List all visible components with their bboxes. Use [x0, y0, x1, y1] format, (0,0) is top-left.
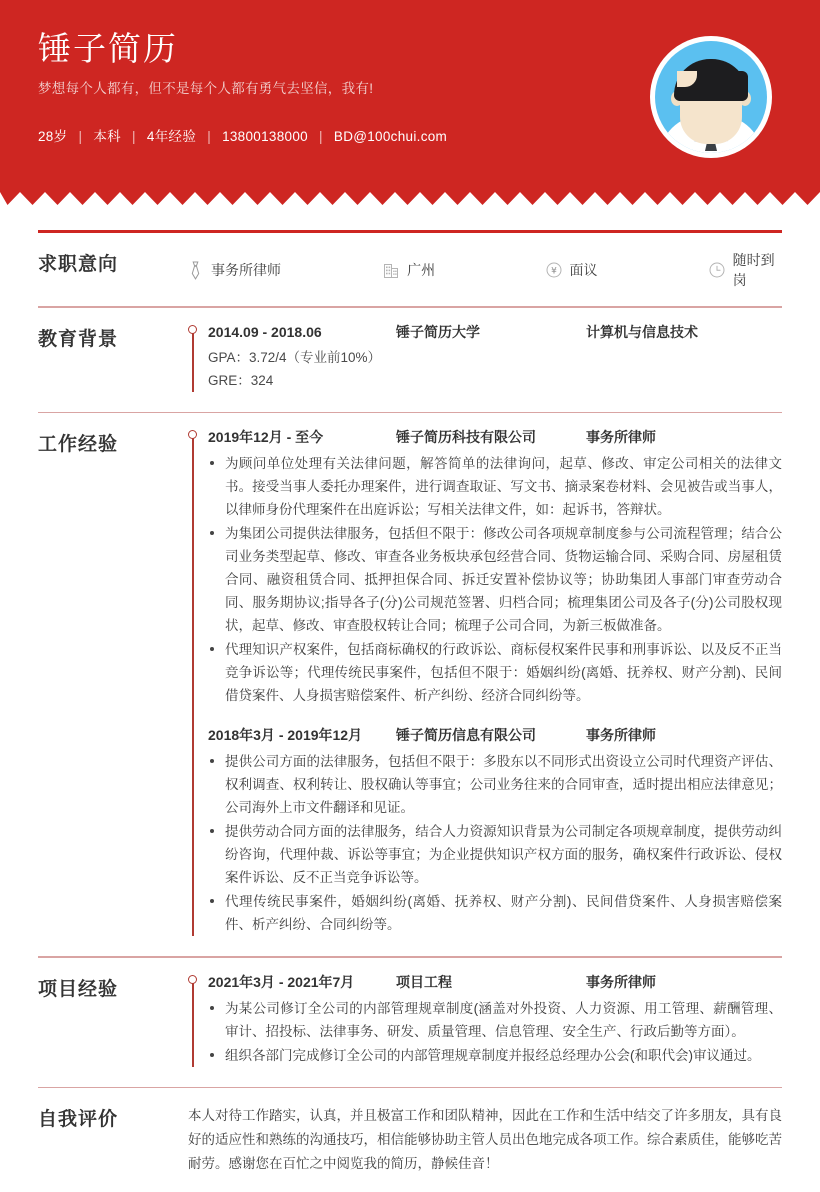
section-work-experience	[38, 413, 782, 956]
timeline-dot-icon	[188, 975, 197, 984]
timeline-dot-icon	[188, 325, 197, 334]
male-avatar-illustration	[655, 41, 767, 153]
project-bullet-list	[208, 997, 782, 1067]
education-gpa: GPA：3.72/4（专业前10%）	[208, 349, 382, 365]
list-item: 代理传统民事案件，婚姻纠纷(离婚、抚养权、财产分割)、民间借贷案件、人身损害赔偿案件、析产纠纷、合同纠纷等。	[208, 890, 782, 936]
education-date: 2014.09 - 2018.06	[208, 323, 322, 340]
timeline-dot-icon	[188, 430, 197, 439]
section-self-evaluation	[38, 1088, 782, 1192]
education-major: 计算机与信息技术	[586, 323, 698, 340]
meta-separator: |	[319, 129, 323, 144]
work-role: 事务所律师	[586, 727, 656, 743]
resume-header	[0, 0, 820, 192]
work-entry-head	[208, 725, 782, 746]
intent-availability-label: 随时到岗	[732, 252, 775, 288]
work-role: 事务所律师	[586, 429, 656, 445]
self-evaluation-text: 本人对待工作踏实，认真，并且极富工作和团队精神，因此在工作和生活中结交了许多朋友，具有良好的适应性和熟练的沟通技巧，相信能够协助主管人员出色地完成各项工作。综合素质佳，能够吃苦耐劳。感谢您在百忙之中阅览我的简历，静候佳音！	[188, 1108, 782, 1171]
meta-separator: |	[78, 129, 83, 144]
education-entry	[208, 322, 782, 392]
list-item: 为顾问单位处理有关法律问题，解答简单的法律询问，起草、修改、审定公司相关的法律文书。接受当事人委托办理案件，进行调查取证、写文书、摘录案卷材料、会见被告或当事人，以律师身份代理案件在出庭诉讼；写相关法律文件，如：起诉书，答辩状。	[208, 452, 782, 521]
list-item: 为集团公司提供法律服务，包括但不限于：修改公司各项规章制度参与公司流程管理；结合公司业务类型起草、修改、审查各业务板块承包经营合同、货物运输合同、采购合同、房屋租赁合同、融资租赁合同、抵押担保合同、拆迁安置补偿协议等；协助集团人事部门审查劳动合同、服务期协议;指导各子(分)公司规范签署、归档合同；梳理集团公司及各子(分)公司股权现状，起草、修改、审查股权转让合同；梳理子公司合同，为新三板做准备。	[208, 522, 782, 637]
timeline-line	[192, 980, 194, 1067]
section-title-project: 项目经验	[38, 978, 119, 1000]
education-timeline	[188, 322, 782, 392]
section-project-experience	[38, 958, 782, 1087]
meta-age: 28岁	[38, 129, 68, 144]
intent-city	[384, 260, 545, 280]
intent-position-label: 事务所律师	[211, 262, 281, 278]
project-entry	[208, 972, 782, 1067]
list-item: 组织各部门完成修订全公司的内部管理规章制度并报经总经理办公会(和职代会)审议通过。	[208, 1044, 782, 1067]
section-education	[38, 308, 782, 412]
clock-icon	[709, 262, 725, 278]
work-bullet-list	[208, 750, 782, 936]
page-title: 锤子简历	[38, 30, 178, 67]
work-entry-head	[208, 427, 782, 448]
intent-city-label: 广州	[407, 262, 436, 278]
yuan-circle-icon	[546, 262, 562, 278]
work-company: 锤子简历科技有限公司	[396, 429, 536, 445]
header-text-block	[38, 28, 598, 147]
meta-separator: |	[207, 129, 211, 144]
list-item: 为某公司修订全公司的内部管理规章制度(涵盖对外投资、人力资源、用工管理、薪酬管理、审计、招投标、法律事务、研发、质量管理、信息管理、安全生产、行政后勤等方面）。	[208, 997, 782, 1043]
meta-phone: 13800138000	[222, 129, 308, 144]
project-timeline	[188, 972, 782, 1067]
intent-position	[188, 260, 384, 280]
section-title-evaluation: 自我评价	[38, 1109, 119, 1130]
work-bullet-list	[208, 452, 782, 707]
list-item: 提供公司方面的法律服务，包括但不限于：多股东以不同形式出资设立公司时代理资产评估、权利调查、权利转让、股权确认等事宜；公司业务往来的合同审查，适时提出相应法律意见；公司海外上市文件翻译和见证。	[208, 750, 782, 819]
timeline-line	[192, 435, 194, 936]
timeline-line	[192, 330, 194, 392]
intent-availability	[709, 250, 782, 290]
job-intention-row	[188, 247, 782, 290]
work-entry	[208, 725, 782, 936]
education-gre: GRE：324	[208, 372, 274, 388]
work-timeline	[188, 427, 782, 936]
intent-salary	[546, 260, 709, 280]
education-entry-head	[208, 322, 782, 343]
list-item: 代理知识产权案件，包括商标确权的行政诉讼、商标侵权案件民事和刑事诉讼、以及反不正当竞争诉讼等；代理传统民事案件，包括但不限于：婚姻纠纷(离婚、抚养权、财产分割)、民间借贷案件、人身损害赔偿案件、析产纠纷、经济合同纠纷等。	[208, 638, 782, 707]
building-icon	[384, 262, 399, 278]
necktie-icon	[188, 261, 203, 280]
meta-experience: 4年经验	[146, 129, 197, 144]
project-name: 项目工程	[396, 973, 452, 990]
project-date: 2021年3月 - 2021年7月	[208, 973, 355, 990]
meta-email: BD@100chui.com	[333, 129, 448, 144]
work-entry	[208, 427, 782, 707]
avatar	[650, 36, 772, 158]
meta-separator: |	[132, 129, 136, 144]
zigzag-divider	[0, 191, 820, 205]
section-title-work: 工作经验	[38, 434, 119, 455]
work-date: 2018年3月 - 2019年12月	[208, 727, 363, 743]
svg-text:¥: ¥	[550, 266, 557, 277]
list-item: 提供劳动合同方面的法律服务，结合人力资源知识背景为公司制定各项规章制度，提供劳动纠纷咨询，代理仲裁、诉讼等事宜；为企业提供知识产权方面的服务，确权案件行政诉讼、侵权案件诉讼、反不正当竞争诉讼等。	[208, 820, 782, 889]
work-company: 锤子简历信息有限公司	[396, 727, 536, 743]
project-role: 事务所律师	[586, 973, 656, 990]
section-title-education: 教育背景	[38, 328, 119, 350]
header-tagline: 梦想每个人都有，但不是每个人都有勇气去坚信，我有!	[38, 81, 374, 96]
project-entry-head	[208, 972, 782, 993]
section-job-intention	[38, 233, 782, 306]
section-title-job-intention: 求职意向	[38, 254, 119, 275]
work-date: 2019年12月 - 至今	[208, 429, 324, 445]
education-school: 锤子简历大学	[396, 323, 480, 340]
resume-body	[0, 192, 820, 1192]
intent-salary-label: 面议	[569, 262, 598, 278]
header-meta-line	[38, 127, 598, 147]
meta-degree: 本科	[93, 129, 121, 144]
